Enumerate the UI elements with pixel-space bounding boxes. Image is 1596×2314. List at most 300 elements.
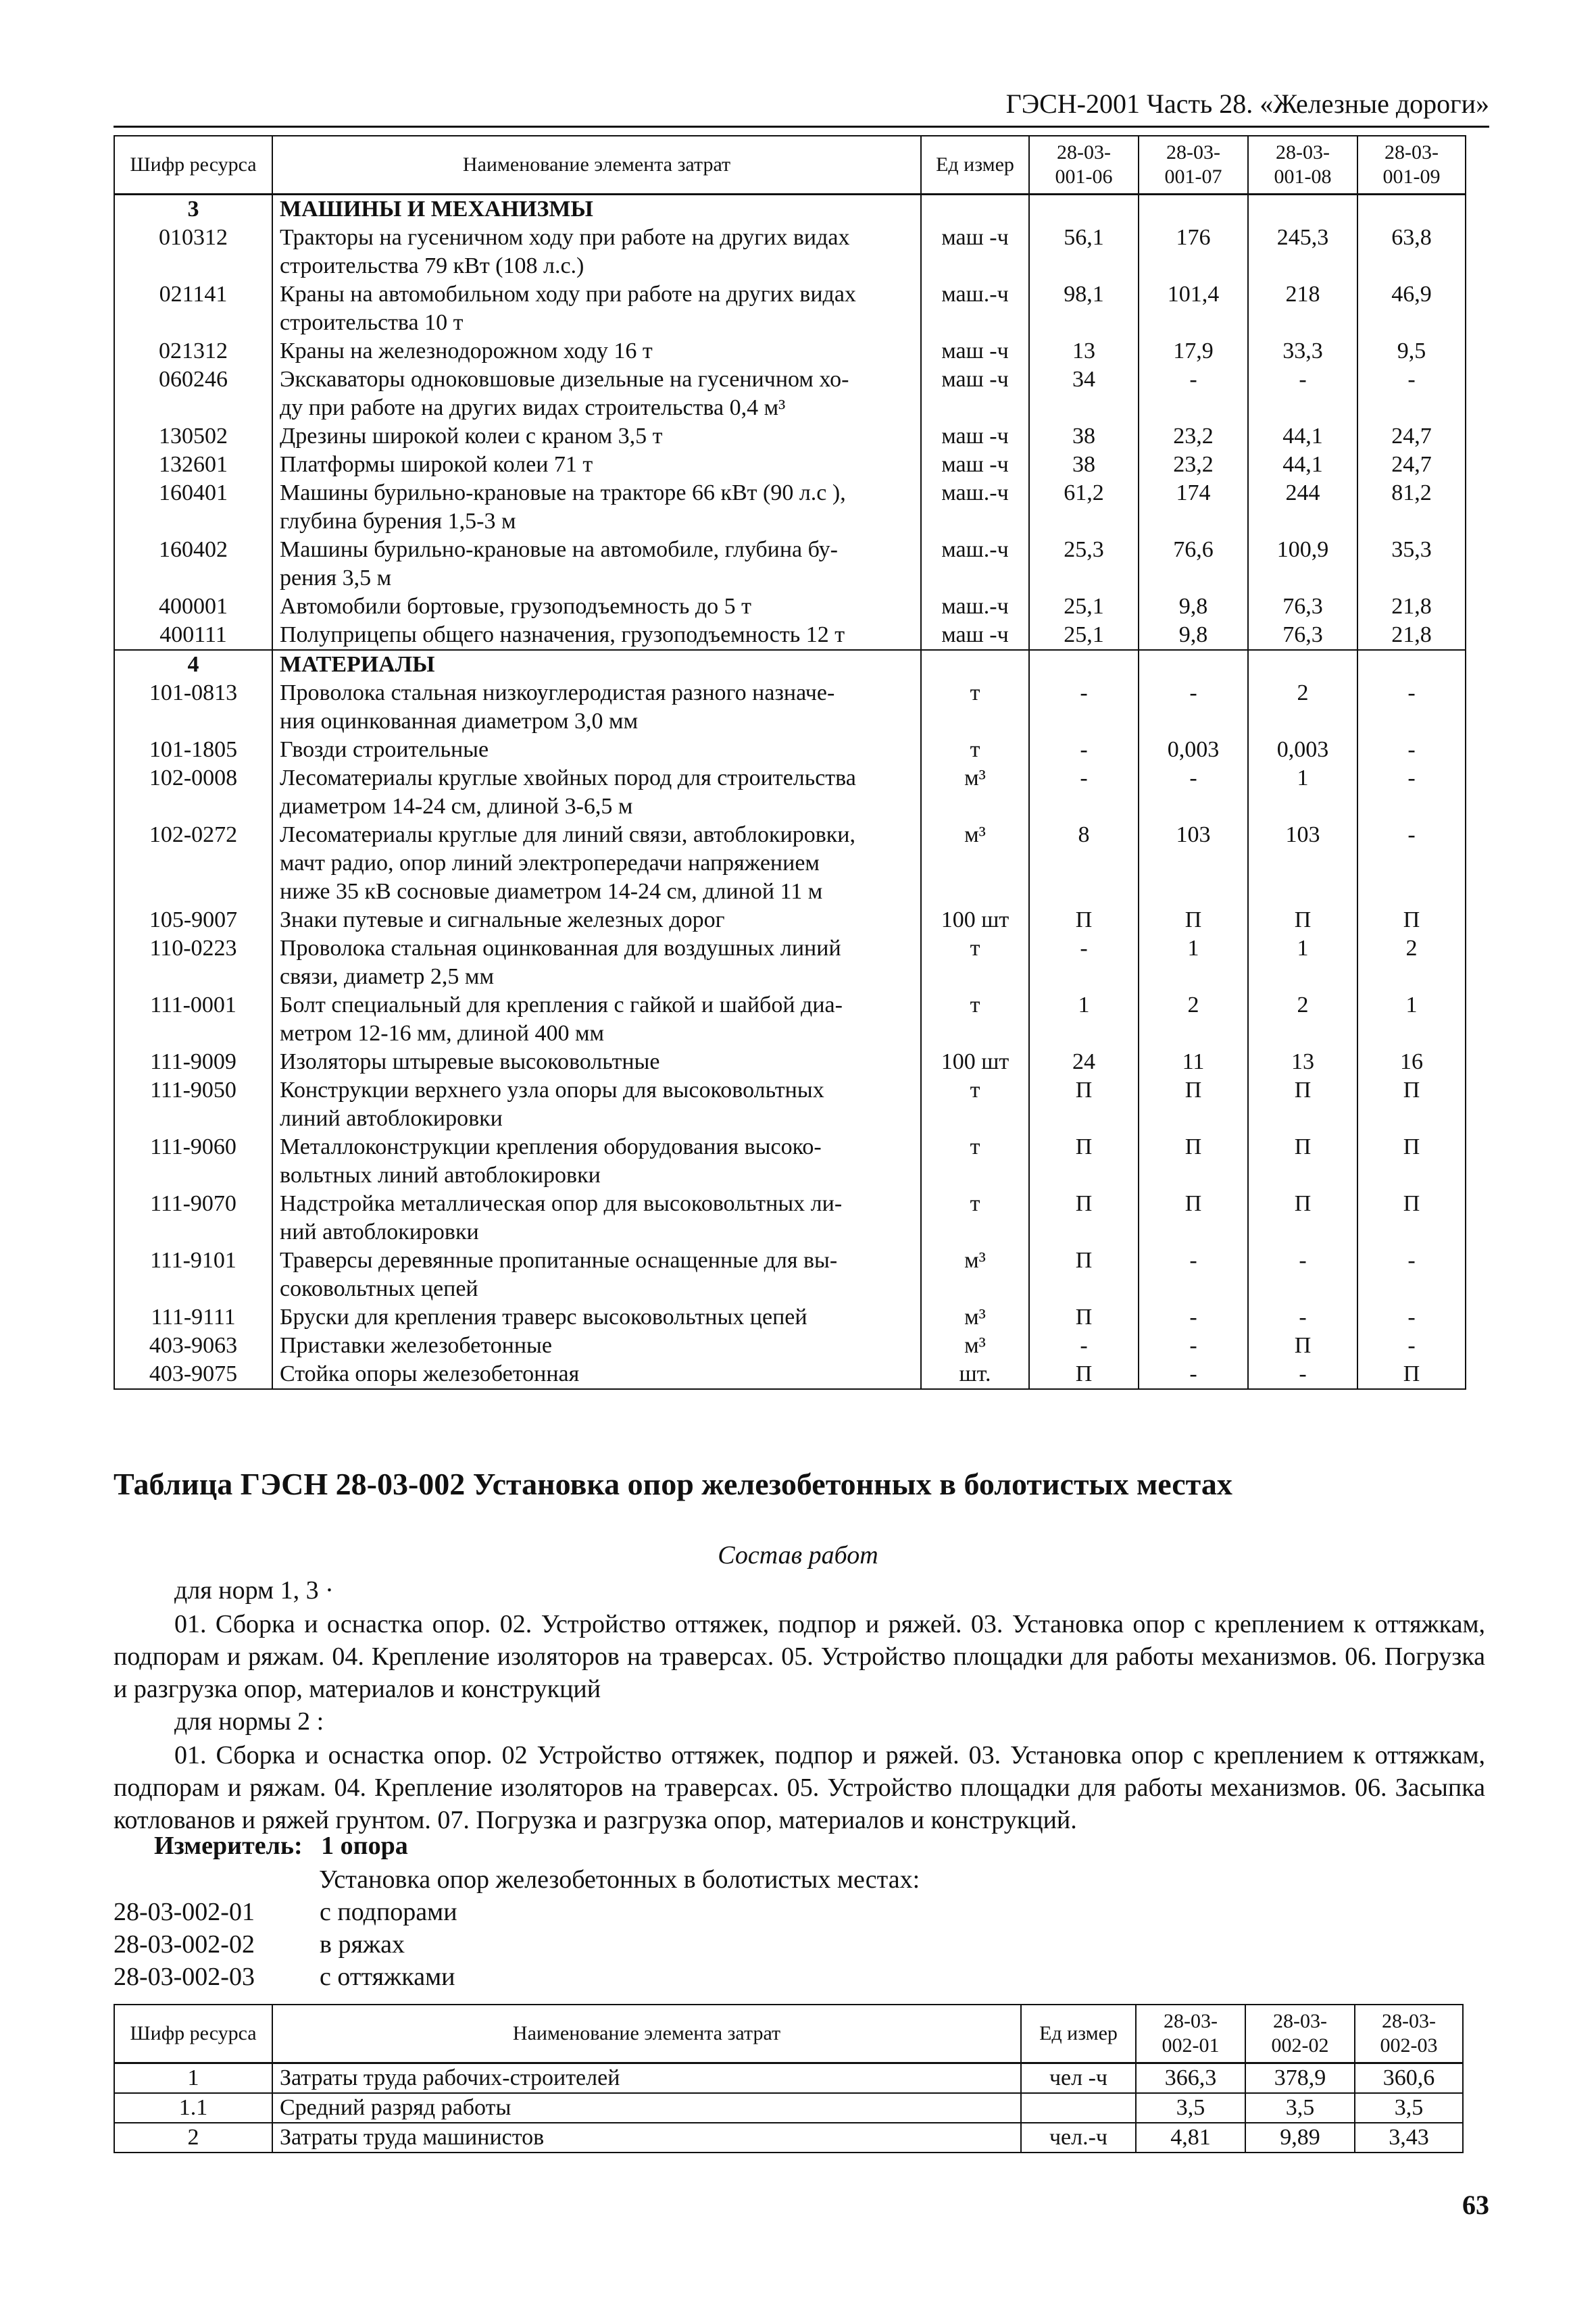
value-cell: П (1248, 906, 1357, 934)
table-header-row (114, 136, 1466, 195)
table-row (114, 679, 1466, 736)
value-cell: - (1248, 366, 1357, 422)
value-cell: - (1248, 1303, 1357, 1332)
page-number: 63 (1462, 2190, 1489, 2220)
value-cell: П (1029, 1303, 1139, 1332)
value-cell: 218 (1248, 280, 1357, 337)
resource-name-cell (272, 1048, 921, 1076)
value-cell: 25,1 (1029, 621, 1139, 650)
resource-code-cell: 105-9007 (114, 906, 272, 934)
resource-name-line: Проволока стальная оцинкованная для воздушных линий (280, 936, 841, 961)
value-cell: 3,5 (1136, 2093, 1245, 2123)
resource-code-cell: 110-0223 (114, 934, 272, 991)
unit-cell: т (921, 736, 1029, 764)
value-cell (1248, 650, 1357, 679)
resource-code-cell: 111-9101 (114, 1247, 272, 1303)
value-cell (1029, 650, 1139, 679)
resource-name-line: строительства 79 кВт (108 л.с.) (280, 253, 584, 278)
resource-name-line: Надстройка металлическая опор для высоковольтных ли- (280, 1191, 843, 1216)
value-cell: 9,8 (1139, 621, 1248, 650)
resource-name-line: мачт радио, опор линий электропередачи напряжением (280, 851, 820, 876)
variant-text: с подпорами (320, 1898, 457, 1926)
variant-line (114, 1930, 405, 1959)
table-row (114, 1247, 1466, 1303)
resource-code-cell: 111-9060 (114, 1133, 272, 1190)
resource-name-cell (272, 1247, 921, 1303)
value-cell: 0,003 (1248, 736, 1357, 764)
resource-code-cell: 132601 (114, 451, 272, 479)
resource-name-cell (272, 195, 921, 224)
value-cell: 103 (1248, 821, 1357, 906)
table-body (114, 2063, 1463, 2153)
resource-code-cell: 400111 (114, 621, 272, 650)
unit-cell: чел -ч (1021, 2063, 1136, 2094)
column-header-name: Наименование элемента затрат (272, 2005, 1021, 2063)
resource-code-cell: 102-0008 (114, 764, 272, 821)
table-row (114, 224, 1466, 280)
resource-code-cell: 160401 (114, 479, 272, 536)
resource-code-cell: 101-1805 (114, 736, 272, 764)
unit-cell: м³ (921, 1247, 1029, 1303)
unit-cell (1021, 2093, 1136, 2123)
column-header-norm: 28-03- 002-03 (1355, 2005, 1463, 2063)
resource-name-line: диаметром 14-24 см, длиной 3-6,5 м (280, 794, 633, 819)
resource-name-line: Знаки путевые и сигнальные железных дорог (280, 907, 725, 932)
table-row (114, 451, 1466, 479)
value-cell (1357, 650, 1466, 679)
resource-name-line: вольтных линий автоблокировки (280, 1163, 601, 1188)
value-cell: 0,003 (1139, 736, 1248, 764)
resource-name-cell (272, 764, 921, 821)
value-cell (1139, 195, 1248, 224)
value-cell: 34 (1029, 366, 1139, 422)
value-cell: 366,3 (1136, 2063, 1245, 2094)
value-cell: 100,9 (1248, 536, 1357, 593)
resource-code-cell: 4 (114, 650, 272, 679)
resource-code-cell: 111-9050 (114, 1076, 272, 1133)
value-cell: - (1357, 821, 1466, 906)
resource-name-line: Платформы широкой колеи 71 т (280, 452, 593, 477)
value-cell: 23,2 (1139, 451, 1248, 479)
value-cell: П (1248, 1332, 1357, 1360)
value-cell: - (1357, 679, 1466, 736)
value-cell: 13 (1029, 337, 1139, 366)
unit-cell: маш -ч (921, 224, 1029, 280)
unit-cell: т (921, 1133, 1029, 1190)
resource-code-cell: 111-0001 (114, 991, 272, 1048)
resource-code-cell: 130502 (114, 422, 272, 451)
unit-cell: маш.-ч (921, 536, 1029, 593)
resource-table-28-03-002 (114, 2004, 1464, 2153)
value-cell: 44,1 (1248, 451, 1357, 479)
value-cell: П (1357, 1360, 1466, 1389)
value-cell (1248, 195, 1357, 224)
resource-code-cell: 021141 (114, 280, 272, 337)
resource-name-cell (272, 1332, 921, 1360)
value-cell: 9,89 (1245, 2123, 1355, 2153)
unit-cell: т (921, 1190, 1029, 1247)
resource-code-cell: 1 (114, 2063, 272, 2094)
unit-cell: маш -ч (921, 621, 1029, 650)
column-header-code: Шифр ресурса (114, 2005, 272, 2063)
value-cell: 1 (1029, 991, 1139, 1048)
table-row (114, 2063, 1463, 2094)
resource-name-line: Автомобили бортовые, грузоподъемность до 5 т (280, 594, 752, 619)
value-cell: 1 (1357, 991, 1466, 1048)
column-header-norm: 28-03- 001-08 (1248, 136, 1357, 195)
variant-text: в ряжах (320, 1930, 405, 1959)
resource-name-line: Машины бурильно-крановые на тракторе 66 кВт (90 л.с ), (280, 480, 846, 505)
section-row (114, 650, 1466, 679)
resource-name-line: Проволока стальная низкоуглеродистая разного назначе- (280, 680, 835, 705)
resource-code-cell: 021312 (114, 337, 272, 366)
table-row (114, 280, 1466, 337)
table-row (114, 1190, 1466, 1247)
column-header-unit: Ед измер (1021, 2005, 1136, 2063)
unit-cell: м³ (921, 1303, 1029, 1332)
value-cell: П (1029, 906, 1139, 934)
table-body (114, 195, 1466, 1390)
value-cell: 76,3 (1248, 593, 1357, 621)
norms-label: для нормы 2 : (174, 1707, 324, 1736)
value-cell: 1 (1139, 934, 1248, 991)
resource-name-line: Полуприцепы общего назначения, грузоподъемность 12 т (280, 622, 845, 647)
unit-cell: маш -ч (921, 422, 1029, 451)
resource-name-line: связи, диаметр 2,5 мм (280, 964, 494, 989)
value-cell: П (1357, 906, 1466, 934)
resource-name-line: МАТЕРИАЛЫ (280, 652, 435, 677)
resource-name-line: Конструкции верхнего узла опоры для высоковольтных (280, 1078, 824, 1103)
value-cell: 1 (1248, 764, 1357, 821)
value-cell: - (1357, 764, 1466, 821)
value-cell: - (1357, 1332, 1466, 1360)
table-row (114, 934, 1466, 991)
resource-name-line: строительства 10 т (280, 310, 464, 335)
value-cell: 174 (1139, 479, 1248, 536)
value-cell: П (1029, 1076, 1139, 1133)
resource-name-line: ний автоблокировки (280, 1219, 479, 1244)
value-cell: 33,3 (1248, 337, 1357, 366)
unit-cell (921, 650, 1029, 679)
variants-title: Установка опор железобетонных в болотистых местах: (319, 1865, 920, 1894)
resource-name-line: глубина бурения 1,5-3 м (280, 509, 516, 534)
resource-name-cell (272, 991, 921, 1048)
value-cell: 21,8 (1357, 593, 1466, 621)
table-row (114, 736, 1466, 764)
value-cell: 2 (1139, 991, 1248, 1048)
unit-cell: маш -ч (921, 366, 1029, 422)
table-row (114, 1048, 1466, 1076)
table-title: Таблица ГЭСН 28-03-002 Установка опор железобетонных в болотистых местах (114, 1467, 1232, 1501)
value-cell: 101,4 (1139, 280, 1248, 337)
value-cell: П (1248, 1190, 1357, 1247)
table-row (114, 821, 1466, 906)
unit-cell: шт. (921, 1360, 1029, 1389)
value-cell: 98,1 (1029, 280, 1139, 337)
resource-code-cell: 403-9075 (114, 1360, 272, 1389)
resource-name-cell: Затраты труда рабочих-строителей (272, 2063, 1021, 2094)
value-cell: 176 (1139, 224, 1248, 280)
value-cell: 24,7 (1357, 422, 1466, 451)
value-cell: П (1357, 1076, 1466, 1133)
resource-name-cell (272, 451, 921, 479)
resource-name-cell (272, 224, 921, 280)
resource-name-cell (272, 422, 921, 451)
value-cell (1357, 195, 1466, 224)
value-cell: - (1139, 1332, 1248, 1360)
resource-name-cell (272, 536, 921, 593)
unit-cell: маш.-ч (921, 280, 1029, 337)
resource-name-cell (272, 934, 921, 991)
header-rule (114, 126, 1489, 128)
value-cell: 63,8 (1357, 224, 1466, 280)
unit-cell: м³ (921, 821, 1029, 906)
value-cell: 61,2 (1029, 479, 1139, 536)
table-row (114, 991, 1466, 1048)
resource-code-cell: 101-0813 (114, 679, 272, 736)
resource-name-cell (272, 593, 921, 621)
value-cell: 38 (1029, 451, 1139, 479)
table-row (114, 2093, 1463, 2123)
value-cell: - (1139, 679, 1248, 736)
column-header-name: Наименование элемента затрат (272, 136, 921, 195)
value-cell: - (1139, 366, 1248, 422)
resource-name-line: Болт специальный для крепления с гайкой и шайбой диа- (280, 992, 843, 1017)
column-header-norm: 28-03- 002-02 (1245, 2005, 1355, 2063)
value-cell: - (1357, 1247, 1466, 1303)
value-cell: 8 (1029, 821, 1139, 906)
meter-value: 1 опора (321, 1832, 408, 1860)
resource-code-cell: 111-9009 (114, 1048, 272, 1076)
value-cell: 25,3 (1029, 536, 1139, 593)
norms-label: для норм 1, 3 · (174, 1576, 334, 1605)
unit-cell: т (921, 934, 1029, 991)
value-cell: 1 (1248, 934, 1357, 991)
value-cell: 245,3 (1248, 224, 1357, 280)
table-row (114, 366, 1466, 422)
resource-name-cell (272, 736, 921, 764)
resource-name-line: метром 12-16 мм, длиной 400 мм (280, 1021, 604, 1046)
resource-name-line: Гвозди строительные (280, 737, 489, 762)
unit-cell: 100 шт (921, 906, 1029, 934)
resource-name-line: Изоляторы штыревые высоковольтные (280, 1049, 660, 1074)
value-cell: 16 (1357, 1048, 1466, 1076)
resource-name-line: ниже 35 кВ сосновые диаметром 14-24 см, длиной 11 м (280, 879, 823, 904)
value-cell: 44,1 (1248, 422, 1357, 451)
resource-name-cell (272, 1303, 921, 1332)
resource-name-cell (272, 1360, 921, 1389)
unit-cell: т (921, 991, 1029, 1048)
resource-name-line: Бруски для крепления траверс высоковольтных цепей (280, 1305, 807, 1330)
value-cell: 17,9 (1139, 337, 1248, 366)
value-cell: 35,3 (1357, 536, 1466, 593)
table-row (114, 422, 1466, 451)
resource-code-cell: 160402 (114, 536, 272, 593)
resource-name-line: Лесоматериалы круглые хвойных пород для строительства (280, 765, 856, 790)
resource-code-cell: 010312 (114, 224, 272, 280)
work-steps-paragraph: 01. Сборка и оснастка опор. 02. Устройство оттяжек, подпор и ряжей. 03. Установка опор с креплением к оттяжкам, подпорам и ряжам. 04. Крепление изоляторов на траверсах. 05. Устройство площадки для работы механизмов. 06. Погрузка и разгрузка опор, материалов и конструкций (114, 1610, 1485, 1703)
resource-name-cell (272, 906, 921, 934)
resource-code-cell: 2 (114, 2123, 272, 2153)
table-row (114, 536, 1466, 593)
table-header-row (114, 2005, 1463, 2063)
value-cell: 103 (1139, 821, 1248, 906)
resource-name-cell (272, 1133, 921, 1190)
table-row (114, 1076, 1466, 1133)
value-cell: 24,7 (1357, 451, 1466, 479)
value-cell: - (1029, 679, 1139, 736)
variant-text: с оттяжками (320, 1963, 455, 1991)
column-header-norm: 28-03- 002-01 (1136, 2005, 1245, 2063)
resource-name-line: Стойка опоры железобетонная (280, 1361, 580, 1386)
column-header-norm: 28-03- 001-06 (1029, 136, 1139, 195)
value-cell: - (1029, 934, 1139, 991)
resource-name-cell (272, 621, 921, 650)
unit-cell: маш -ч (921, 337, 1029, 366)
resource-name-line: Краны на железнодорожном ходу 16 т (280, 338, 653, 363)
value-cell: - (1139, 1247, 1248, 1303)
value-cell: - (1139, 764, 1248, 821)
resource-name-line: Тракторы на гусеничном ходу при работе на других видах (280, 225, 850, 250)
resource-name-cell: Затраты труда машинистов (272, 2123, 1021, 2153)
work-steps-paragraph: 01. Сборка и оснастка опор. 02 Устройство оттяжек, подпор и ряжей. 03. Установка опор с креплением к оттяжкам, подпорам и ряжам. 04. Крепление изоляторов на траверсах. 05. Устройство площадки для работы механизмов. 06. Засыпка котлованов и ряжей грунтом. 07. Погрузка и разгрузка опор, материалов и конструкций. (114, 1741, 1485, 1834)
unit-cell: чел.-ч (1021, 2123, 1136, 2153)
value-cell: - (1139, 1360, 1248, 1389)
value-cell: - (1029, 1332, 1139, 1360)
running-header: ГЭСН-2001 Часть 28. «Железные дороги» (1005, 89, 1489, 119)
value-cell: 81,2 (1357, 479, 1466, 536)
unit-cell: м³ (921, 764, 1029, 821)
value-cell: П (1248, 1133, 1357, 1190)
value-cell: П (1139, 1133, 1248, 1190)
resource-name-line: МАШИНЫ И МЕХАНИЗМЫ (280, 197, 593, 222)
value-cell: 2 (1248, 679, 1357, 736)
value-cell: 9,8 (1139, 593, 1248, 621)
table-row (114, 2123, 1463, 2153)
resource-name-line: Траверсы деревянные пропитанные оснащенные для вы- (280, 1248, 838, 1273)
works-heading: Состав работ (718, 1541, 878, 1569)
table-row (114, 621, 1466, 650)
value-cell: 76,6 (1139, 536, 1248, 593)
value-cell: 3,5 (1245, 2093, 1355, 2123)
table-row (114, 593, 1466, 621)
resource-name-line: рения 3,5 м (280, 565, 392, 590)
table-row (114, 337, 1466, 366)
value-cell: 378,9 (1245, 2063, 1355, 2094)
resource-code-cell: 111-9111 (114, 1303, 272, 1332)
value-cell: - (1357, 736, 1466, 764)
resource-code-cell: 3 (114, 195, 272, 224)
value-cell: П (1029, 1190, 1139, 1247)
value-cell: 46,9 (1357, 280, 1466, 337)
value-cell: 11 (1139, 1048, 1248, 1076)
column-header-code: Шифр ресурса (114, 136, 272, 195)
variant-line (114, 1897, 457, 1927)
value-cell: П (1357, 1133, 1466, 1190)
value-cell: - (1029, 764, 1139, 821)
meter-label: Измеритель: (154, 1832, 303, 1860)
value-cell: - (1029, 736, 1139, 764)
resource-name-line: Дрезины широкой колеи с краном 3,5 т (280, 424, 663, 449)
value-cell: 38 (1029, 422, 1139, 451)
table-row (114, 1303, 1466, 1332)
unit-cell: т (921, 679, 1029, 736)
column-header-norm: 28-03- 001-07 (1139, 136, 1248, 195)
value-cell: 21,8 (1357, 621, 1466, 650)
table-row (114, 906, 1466, 934)
unit-cell (921, 195, 1029, 224)
value-cell: П (1029, 1247, 1139, 1303)
resource-name-cell (272, 1076, 921, 1133)
resource-name-line: Лесоматериалы круглые для линий связи, автоблокировки, (280, 822, 855, 847)
value-cell: П (1139, 1076, 1248, 1133)
value-cell: 3,5 (1355, 2093, 1463, 2123)
value-cell (1139, 650, 1248, 679)
value-cell: 2 (1248, 991, 1357, 1048)
meter-line (154, 1831, 408, 1861)
resource-name-cell (272, 337, 921, 366)
section-row (114, 195, 1466, 224)
resource-code-cell: 102-0272 (114, 821, 272, 906)
variant-line (114, 1962, 455, 1992)
column-header-unit: Ед измер (921, 136, 1029, 195)
resource-code-cell: 400001 (114, 593, 272, 621)
value-cell: 23,2 (1139, 422, 1248, 451)
table-row (114, 764, 1466, 821)
table-row (114, 479, 1466, 536)
value-cell: П (1357, 1190, 1466, 1247)
value-cell: П (1139, 1190, 1248, 1247)
resource-name-line: ния оцинкованная диаметром 3,0 мм (280, 709, 639, 734)
resource-name-line: линий автоблокировки (280, 1106, 503, 1131)
resource-name-line: Краны на автомобильном ходу при работе на других видах (280, 282, 856, 307)
table-row (114, 1133, 1466, 1190)
value-cell: П (1139, 906, 1248, 934)
table-row (114, 1332, 1466, 1360)
variant-code: 28-03-002-01 (114, 1898, 255, 1926)
resource-code-cell: 060246 (114, 366, 272, 422)
value-cell: 13 (1248, 1048, 1357, 1076)
value-cell: П (1029, 1360, 1139, 1389)
resource-name-cell (272, 650, 921, 679)
unit-cell: м³ (921, 1332, 1029, 1360)
unit-cell: маш.-ч (921, 479, 1029, 536)
value-cell: 244 (1248, 479, 1357, 536)
value-cell: - (1139, 1303, 1248, 1332)
value-cell: 24 (1029, 1048, 1139, 1076)
value-cell: 2 (1357, 934, 1466, 991)
resource-code-cell: 403-9063 (114, 1332, 272, 1360)
value-cell: - (1248, 1360, 1357, 1389)
value-cell: П (1248, 1076, 1357, 1133)
value-cell: - (1248, 1247, 1357, 1303)
unit-cell: т (921, 1076, 1029, 1133)
value-cell: 4,81 (1136, 2123, 1245, 2153)
value-cell: 360,6 (1355, 2063, 1463, 2094)
unit-cell: 100 шт (921, 1048, 1029, 1076)
resource-name-cell (272, 366, 921, 422)
value-cell: 3,43 (1355, 2123, 1463, 2153)
resource-name-cell (272, 821, 921, 906)
resource-name-cell: Средний разряд работы (272, 2093, 1021, 2123)
variant-code: 28-03-002-02 (114, 1930, 255, 1959)
resource-name-cell (272, 280, 921, 337)
column-header-norm: 28-03- 001-09 (1357, 136, 1466, 195)
resource-name-line: Приставки железобетонные (280, 1333, 552, 1358)
value-cell: - (1357, 366, 1466, 422)
resource-name-line: Металлоконструкции крепления оборудования высоко- (280, 1134, 822, 1159)
variant-code: 28-03-002-03 (114, 1963, 255, 1991)
